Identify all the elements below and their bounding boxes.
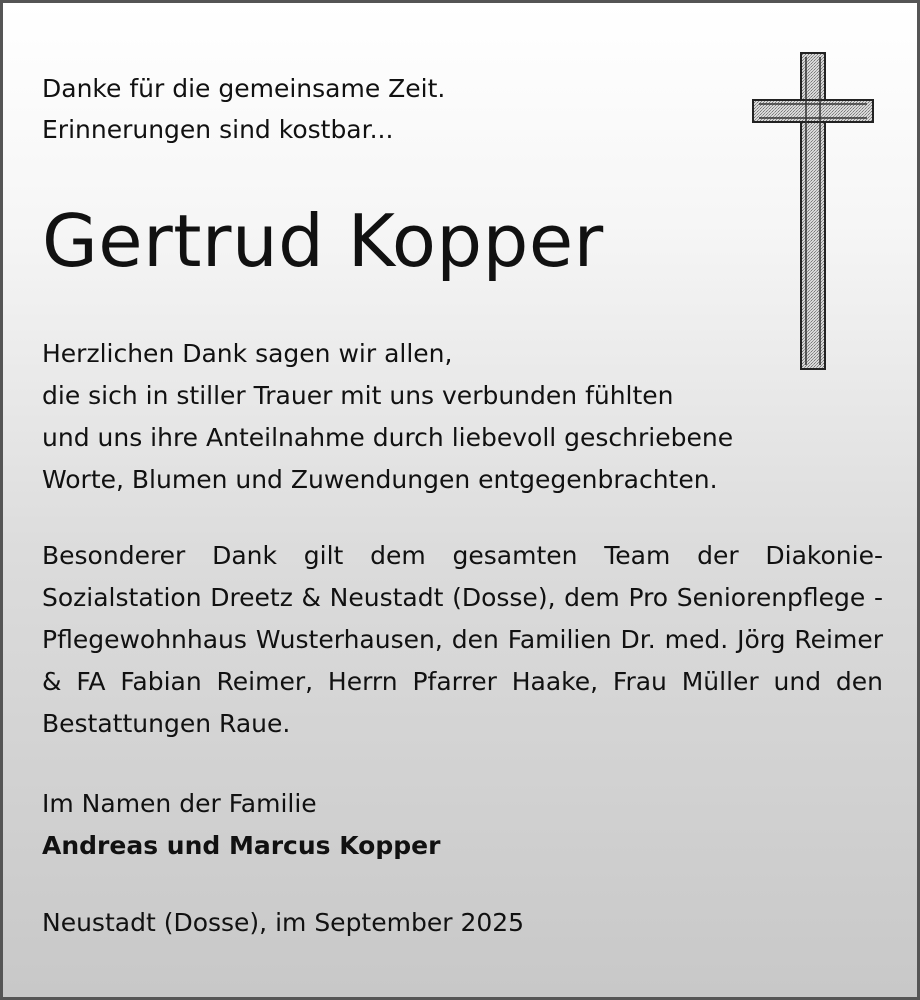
intro-line: Erinnerungen sind kostbar... (42, 115, 394, 144)
thanks-line: Worte, Blumen und Zuwendungen entgegenbrachten. (42, 465, 718, 494)
family-label: Im Namen der Familie (42, 789, 317, 818)
family-signature (42, 783, 440, 867)
intro-text (42, 68, 445, 150)
thanks-line: die sich in stiller Trauer mit uns verbunden fühlten (42, 381, 674, 410)
special-thanks: Besonderer Dank gilt dem gesamten Team der Diakonie-Sozialstation Dreetz & Neustadt (Dosse), dem Pro Seniorenpflege - Pflegewohnhaus Wusterhausen, den Familien Dr. med. Jörg Reimer & FA Fabian Reimer, Herrn Pfarrer Haake, Frau Müller und den Bestattungen Raue. (42, 541, 883, 738)
family-names: Andreas und Marcus Kopper (42, 831, 441, 860)
cross-icon (751, 51, 876, 373)
place-date: Neustadt (Dosse), im September 2025 (42, 908, 525, 937)
thanks-line: Herzlichen Dank sagen wir allen, (42, 339, 453, 368)
thanks-text (42, 333, 733, 501)
thanks-line: und uns ihre Anteilnahme durch liebevoll geschriebene (42, 423, 734, 452)
deceased-name: Gertrud Kopper (42, 199, 604, 283)
intro-line: Danke für die gemeinsame Zeit. (42, 74, 446, 103)
